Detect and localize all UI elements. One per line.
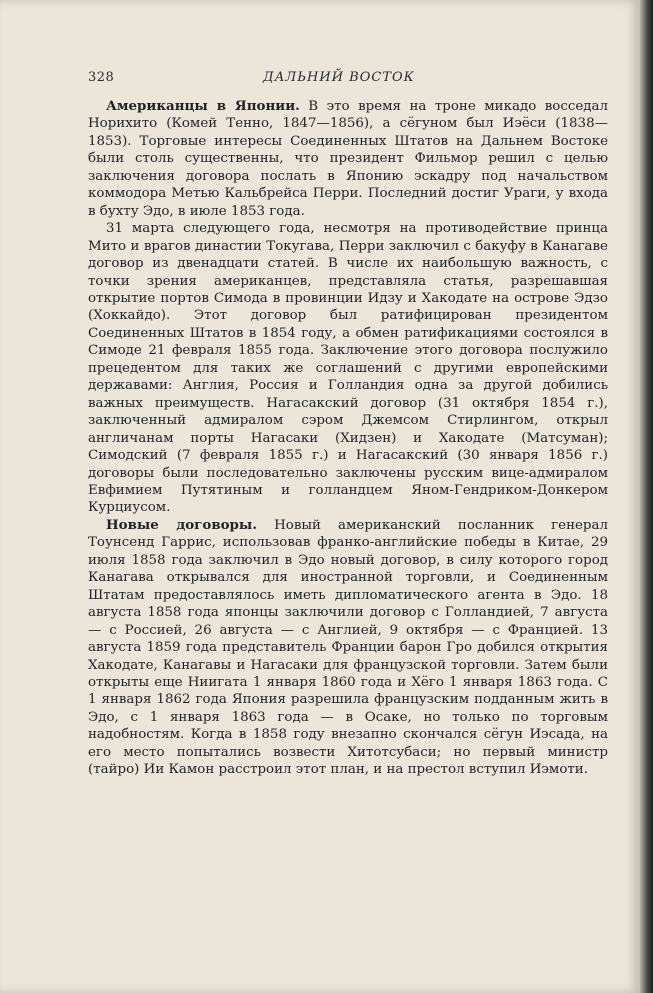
paragraph-body: Новый американский посланник генерал Тоунсенд Гаррис, использовав франко-английские победы в Китае, 29 июля 1858 года заключил в Эдо новый договор, в силу которого город Канагава открывался для иностранной торговли, и Соединенным Штатам предоставлялось иметь дипломатического агента в Эдо. 18 августа 1858 года японцы заключили договор с Голландией, 7 августа — с Россией, 26 августа — с Англией, 9 октября — с Францией. 13 августа 1859 года представитель Франции барон Гро добился открытия Хакодате, Канагавы и Нагасаки для французской торговли. Затем были открыты еще Ниигата 1 января 1860 года и Хёго 1 января 1863 года. С 1 января 1862 года Япония разрешила французским подданным жить в Эдо, с 1 января 1863 года — в Осаке, но только по торговым надобностям. Когда в 1858 году внезапно скончался сёгун Иэсада, на его место попытались возвести Хитотсубаси; но первый министр (тайро) Ии Камон расстроил этот план, и на престол вступил Иэмоти. xyxy=(88,517,608,778)
page-edge-shadow xyxy=(640,0,653,993)
paragraph-body: 31 марта следующего года, несмотря на противодействие принца Мито и врагов династии Токугава, Перри заключил с бакуфу в Канагаве договор из двенадцати статей. В числе их наибольшую важность, с точки зрения американцев, представляла статья, разрешавшая открытие портов Симода в провинции Идзу и Хакодате на острове Эдзо (Хоккайдо). Этот договор был ратифицирован президентом Соединенных Штатов в 1854 году, а обмен ратификациями состоялся в Симоде 21 февраля 1855 года. Заключение этого договора послужило прецедентом для таких же соглашений с другими европейскими державами: Англия, Россия и Голландия одна за другой добились важных преимуществ. Нагасакский договор (31 октября 1854 г.), заключенный адмиралом сэром Джемсом Стирлингом, открыл англичанам порты Нагасаки (Хидзен) и Хакодате (Матсуман); Симодский (7 февраля 1855 г.) и Нагасакский (30 января 1856 г.) договоры были последовательно заключены русским вице-адмиралом Евфимием Путятиным и голландцем Яном-Гендриком-Донкером Курциусом. xyxy=(88,221,608,516)
paragraph-new-treaties xyxy=(88,517,608,779)
paragraph-body: В это время на троне микадо восседал Норихито (Комей Тенно, 1847—1856), а сёгуном был Иэёси (1838—1853). Торговые интересы Соединенных Штатов на Дальнем Востоке были столь существенны, что президент Фильмор решил с целью заключения договора послать в Японию эскадру под начальством коммодора Метью Кальбрейса Перри. Последний достиг Ураги, у входа в бухту Эдо, в июле 1853 года. xyxy=(88,99,609,219)
page-number: 328 xyxy=(88,70,115,85)
paragraph-kanagawa-treaty xyxy=(88,220,608,517)
page-header xyxy=(88,70,608,90)
body-text xyxy=(88,98,608,779)
paragraph-lead: Американцы в Японии. xyxy=(106,98,300,114)
paragraph-lead: Новые договоры. xyxy=(106,516,257,533)
running-title: ДАЛЬНИЙ ВОСТОК xyxy=(263,70,415,85)
paragraph-americans-in-japan xyxy=(88,98,608,220)
